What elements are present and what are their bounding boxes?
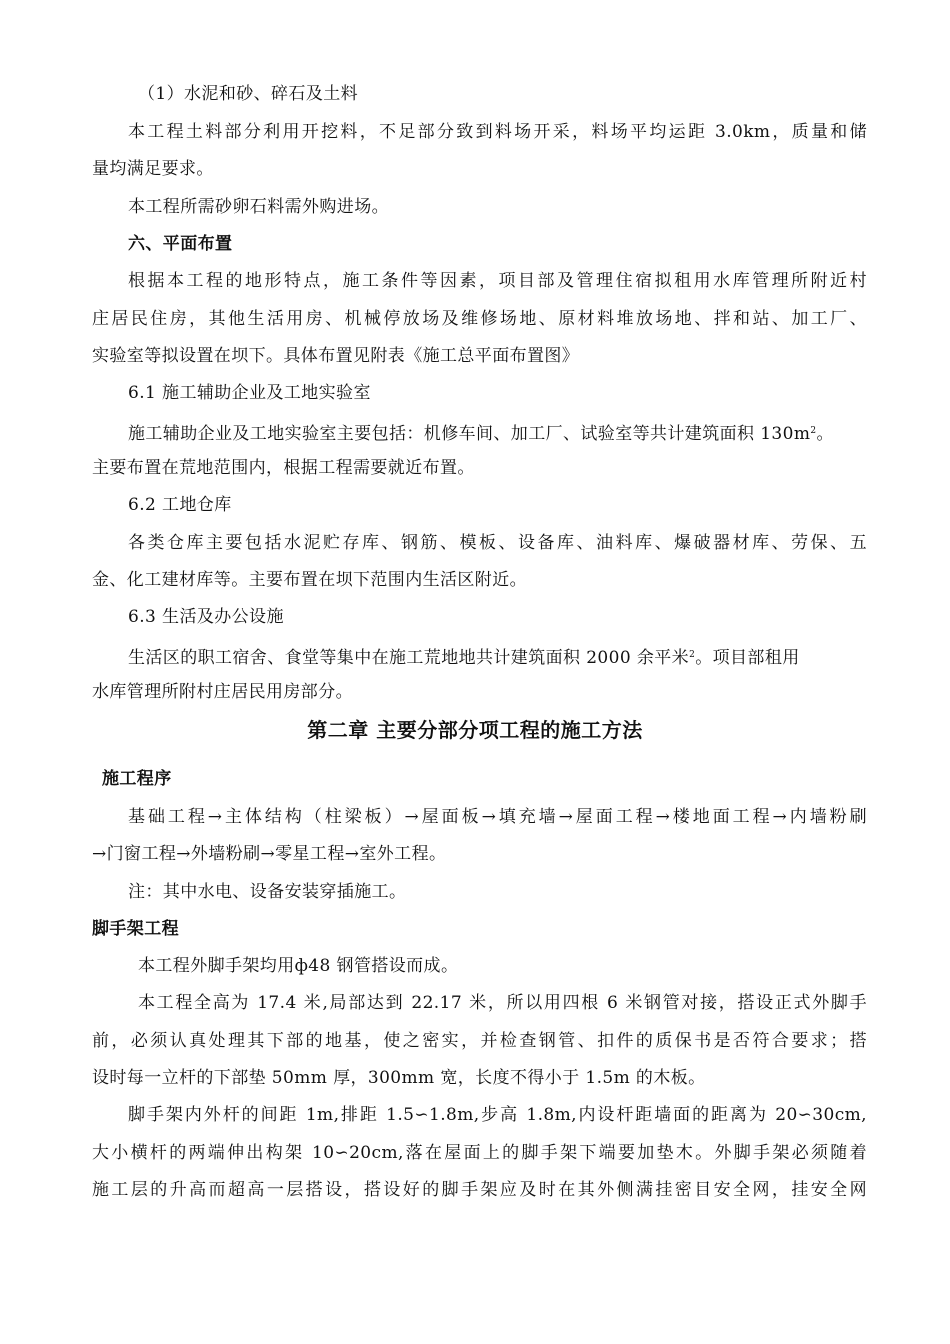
superscript: 2	[689, 650, 696, 660]
paragraph-line: 水库管理所附村庄居民用房部分。	[92, 682, 353, 702]
paragraph-line: →门窗工程→外墙粉刷→零星工程→室外工程。	[92, 844, 447, 864]
paragraph-line: 根据本工程的地形特点，施工条件等因素，项目部及管理住宿拟租用水库管理所附近村	[128, 271, 867, 291]
paragraph-line: 各类仓库主要包括水泥贮存库、钢筋、模板、设备库、油料库、爆破器材库、劳保、五	[128, 533, 867, 553]
paragraph-line: 庄居民住房，其他生活用房、机械停放场及维修场地、原材料堆放场地、拌和站、加工厂、	[92, 309, 867, 329]
paragraph-line: 金、化工建材库等。主要布置在坝下范围内生活区附近。	[92, 570, 527, 590]
paragraph-line: 注：其中水电、设备安装穿插施工。	[128, 882, 407, 902]
chapter-title: 第二章 主要分部分项工程的施工方法	[307, 718, 643, 742]
subsection-heading: 6.3 生活及办公设施	[128, 607, 284, 627]
paragraph-line: 脚手架内外杆的间距 1m,排距 1.5∽1.8m,步高 1.8m,内设杆距墙面的距离为 20∽30cm,	[128, 1105, 867, 1125]
paragraph-line: 量均满足要求。	[92, 159, 214, 179]
paragraph-line	[128, 643, 867, 670]
text-span: 施工辅助企业及工地实验室主要包括：机修车间、加工厂、试验室等共计建筑面积 130m	[128, 424, 811, 444]
paragraph-line: 基础工程→主体结构（柱梁板）→屋面板→填充墙→屋面工程→楼地面工程→内墙粉刷	[128, 807, 867, 827]
paragraph-line: 本工程土料部分利用开挖料，不足部分致到料场开采，料场平均运距 3.0km，质量和储	[128, 122, 867, 142]
subsection-heading: 6.2 工地仓库	[128, 495, 232, 515]
section-heading: 施工程序	[102, 769, 172, 789]
text-span: 。项目部租用	[695, 648, 800, 668]
paragraph-line: 大小横杆的两端伸出构架 10∽20cm,落在屋面上的脚手架下端要加垫木。外脚手架必须随着	[92, 1143, 867, 1163]
paragraph-line: 本工程外脚手架均用ф48 钢管搭设而成。	[138, 956, 459, 976]
subsection-heading: 6.1 施工辅助企业及工地实验室	[128, 383, 371, 403]
paragraph-line: 本工程所需砂卵石料需外购进场。	[128, 197, 389, 217]
section-heading: 脚手架工程	[92, 919, 179, 939]
superscript: 2	[810, 426, 817, 436]
paragraph-line: 设时每一立杆的下部垫 50mm 厚，300mm 宽，长度不得小于 1.5m 的木板。	[92, 1068, 706, 1088]
paragraph-line: 施工层的升高而超高一层搭设，搭设好的脚手架应及时在其外侧满挂密目安全网，挂安全网	[92, 1180, 867, 1200]
text-span: 。	[816, 424, 834, 444]
paragraph-line: 本工程全高为 17.4 米,局部达到 22.17 米，所以用四根 6 米钢管对接，搭设正式外脚手	[138, 993, 867, 1013]
paragraph-line: 主要布置在荒地范围内，根据工程需要就近布置。	[92, 458, 475, 478]
paragraph-line: 前，必须认真处理其下部的地基，使之密实，并检查钢管、扣件的质保书是否符合要求；搭	[92, 1031, 867, 1051]
text-span: 生活区的职工宿舍、食堂等集中在施工荒地地共计建筑面积 2000 余平米	[128, 648, 690, 668]
material-heading: （1）水泥和砂、碎石及土料	[138, 84, 359, 104]
paragraph-line	[128, 419, 867, 446]
paragraph-line: 实验室等拟设置在坝下。具体布置见附表《施工总平面布置图》	[92, 346, 580, 366]
section-heading: 六、平面布置	[128, 234, 233, 254]
